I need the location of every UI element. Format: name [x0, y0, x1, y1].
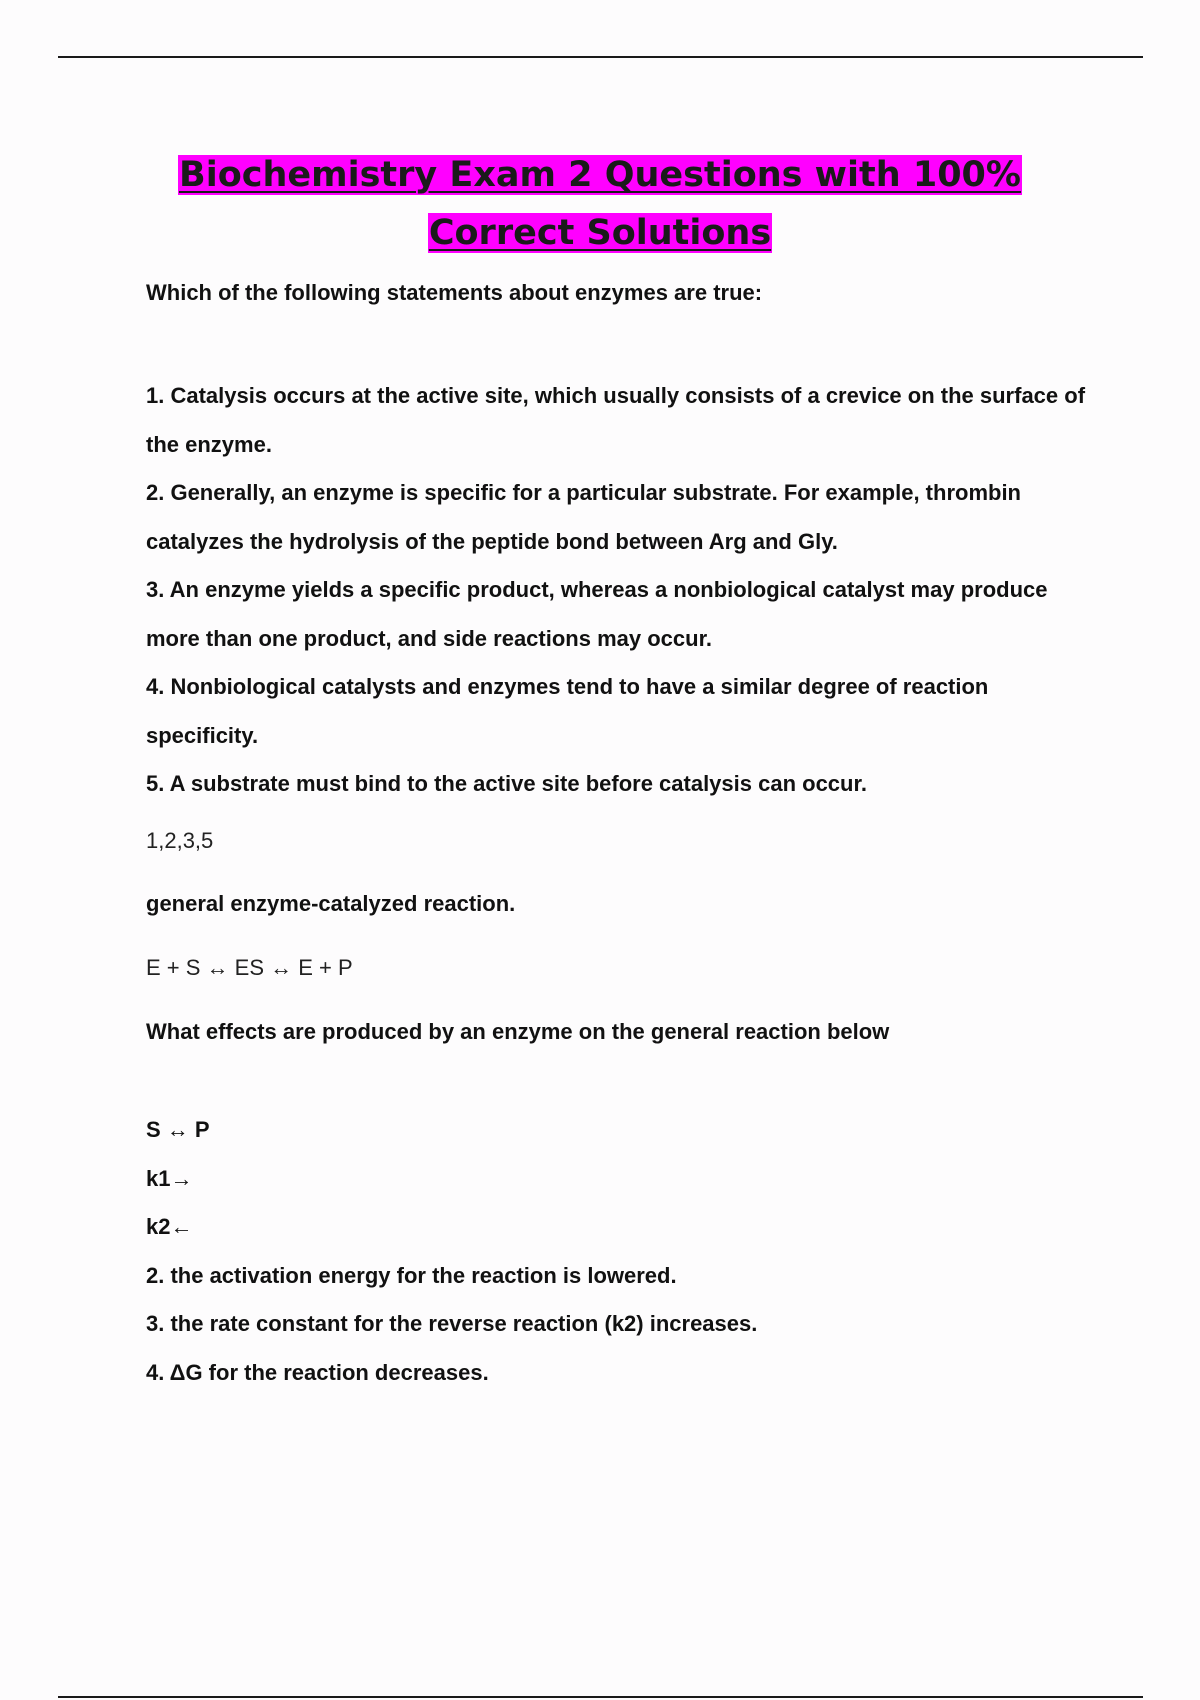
forward-rate-line: k1→: [146, 1165, 193, 1191]
effect-item: 4. ΔG for the reaction decreases.: [146, 1359, 489, 1385]
answer-2: E + S ↔ ES ↔ E + P: [146, 955, 353, 980]
question-1-statements: [146, 372, 1086, 809]
question-2: general enzyme-catalyzed reaction.: [146, 891, 516, 916]
document-title: [100, 146, 1100, 262]
statement-item: 2. Generally, an enzyme is specific for a particular substrate. For example, thrombin catalyzes the hydrolysis of the peptide bond between Arg and Gly.: [146, 480, 1021, 554]
statement-item: 5. A substrate must bind to the active site before catalysis can occur.: [146, 771, 867, 796]
statement-item: 1. Catalysis occurs at the active site, which usually consists of a crevice on the surface of the enzyme.: [146, 383, 1086, 457]
answer-1: 1,2,3,5: [146, 828, 214, 853]
reaction-line: S ↔ P: [146, 1117, 210, 1142]
statement-item: 4. Nonbiological catalysts and enzymes tend to have a similar degree of reaction specificity.: [146, 674, 989, 748]
top-rule: [58, 56, 1143, 58]
title-highlight: Biochemistry Exam 2 Questions with 100% Correct Solutions: [179, 155, 1021, 253]
effect-item: 2. the activation energy for the reaction is lowered.: [146, 1262, 677, 1288]
question-1: Which of the following statements about enzymes are true:: [146, 280, 763, 305]
bottom-rule: [58, 1696, 1143, 1698]
question-3: What effects are produced by an enzyme on the general reaction below: [146, 1019, 890, 1044]
effect-item: 3. the rate constant for the reverse reaction (k2) increases.: [146, 1311, 758, 1336]
reverse-rate-line: k2←: [146, 1214, 193, 1239]
question-3-lines: [146, 1106, 1086, 1397]
statement-item: 3. An enzyme yields a specific product, whereas a nonbiological catalyst may produce more than one product, and side reactions may occur.: [146, 577, 1048, 651]
